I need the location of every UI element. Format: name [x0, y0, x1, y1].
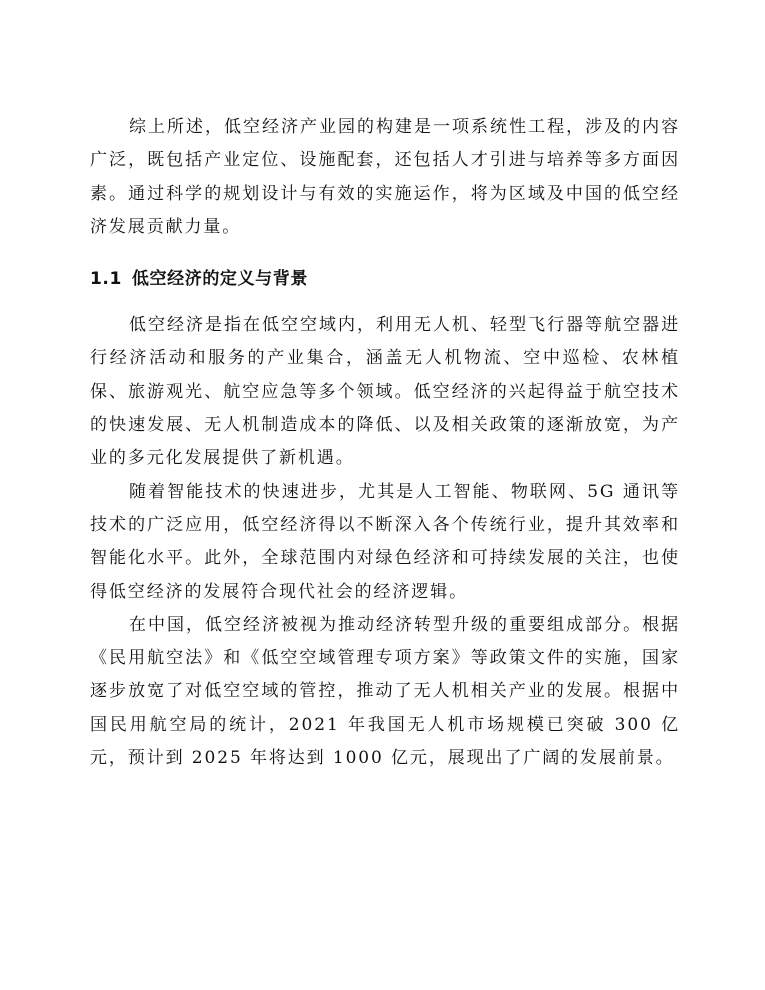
- china-policy-paragraph: 在中国，低空经济被视为推动经济转型升级的重要组成部分。根据《民用航空法》和《低空空域管理专项方案》等政策文件的实施，国家逐步放宽了对低空空域的管控，推动了无人机相关产业的发展。根据中国民用航空局的统计，2021 年我国无人机市场规模已突破 300 亿元，预计到 2025 年将达到 1000 亿元，展现出了广阔的发展前景。: [90, 614, 680, 769]
- document-body: [90, 111, 680, 775]
- technology-paragraph: 随着智能技术的快速进步，尤其是人工智能、物联网、5G 通讯等技术的广泛应用，低空经济得以不断深入各个传统行业，提升其效率和智能化水平。此外，全球范围内对绿色经济和可持续发展的关注，也使得低空经济的发展符合现代社会的经济逻辑。: [90, 481, 680, 602]
- section-heading: [90, 263, 680, 296]
- summary-paragraph: 综上所述，低空经济产业园的构建是一项系统性工程，涉及的内容广泛，既包括产业定位、设施配套，还包括人才引进与培养等多方面因素。通过科学的规划设计与有效的实施运作，将为区域及中国的低空经济发展贡献力量。: [90, 117, 680, 237]
- definition-paragraph: 低空经济是指在低空空域内，利用无人机、轻型飞行器等航空器进行经济活动和服务的产业集合，涵盖无人机物流、空中巡检、农林植保、旅游观光、航空应急等多个领域。低空经济的兴起得益于航空技术的快速发展、无人机制造成本的降低、以及相关政策的逐渐放宽，为产业的多元化发展提供了新机遇。: [90, 315, 680, 469]
- section-number: 1.1: [90, 269, 122, 290]
- section-title: 低空经济的定义与背景: [131, 269, 308, 290]
